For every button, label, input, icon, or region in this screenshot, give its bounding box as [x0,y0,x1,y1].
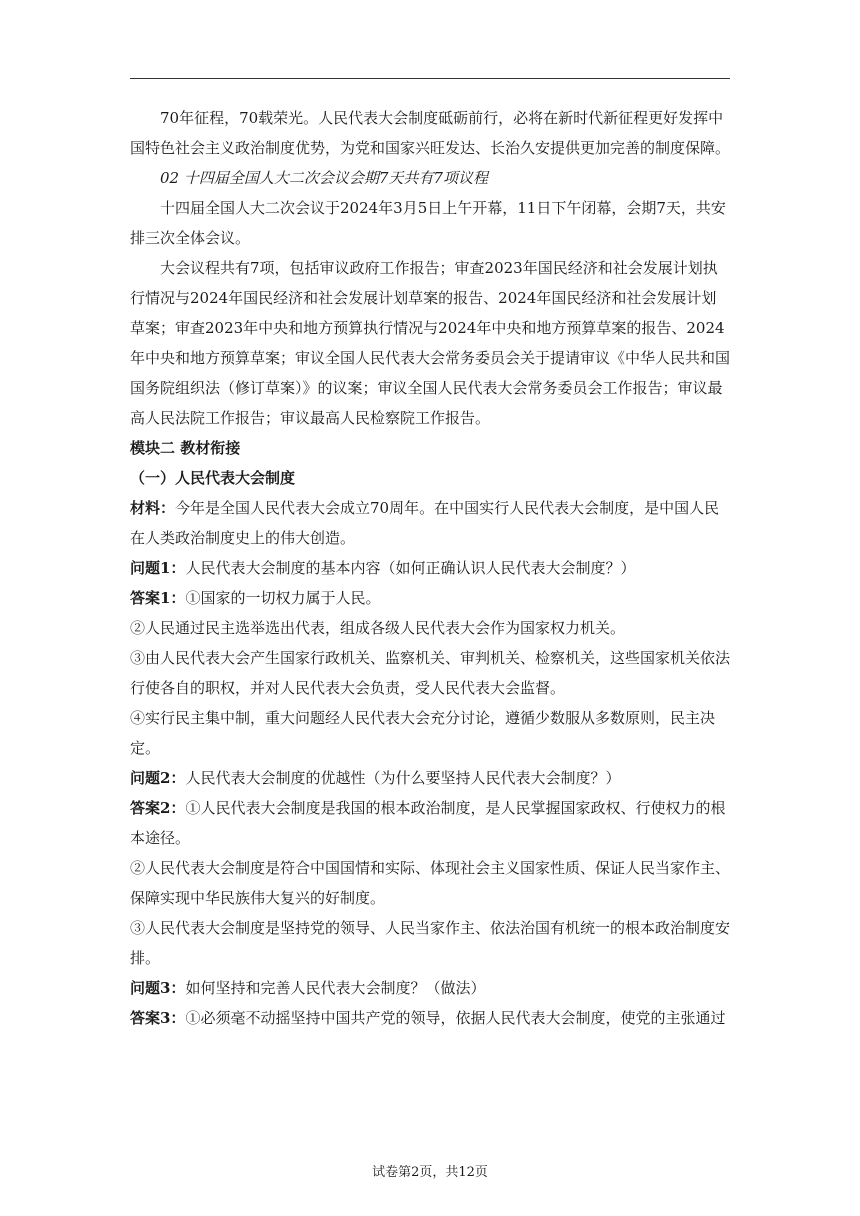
answer-3-label: 答案3： [130,1009,186,1027]
document-body [130,103,730,1033]
module-title: 模块二 教材衔接 [130,439,241,457]
answer-1 [130,583,730,613]
answer-3 [130,1003,730,1033]
answer-1-item: ④实行民主集中制，重大问题经人民代表大会充分讨论，遵循少数服从多数原则，民主决定。 [130,709,716,757]
answer-2-item: ③人民代表大会制度是坚持党的领导、人民当家作主、依法治国有机统一的根本政治制度安排。 [130,919,731,967]
answer-1-item: ③由人民代表大会产生国家行政机关、监察机关、审判机关、检察机关，这些国家机关依法行使各自的职权，并对人民代表大会负责，受人民代表大会监督。 [130,649,731,697]
subheading-02: 02 十四届全国人大二次会议会期7天共有7项议程 [160,169,488,187]
material-text: 今年是全国人民代表大会成立70周年。在中国实行人民代表大会制度，是中国人民在人类政治制度史上的伟大创造。 [130,499,720,547]
answer-2-first: ①人民代表大会制度是我国的根本政治制度，是人民掌握国家政权、行使权力的根本途径。 [130,799,726,847]
paragraph-intro: 70年征程，70载荣光。人民代表大会制度砥砺前行，必将在新时代新征程更好发挥中国特色社会主义政治制度优势，为党和国家兴旺发达、长治久安提供更加完善的制度保障。 [130,109,731,157]
question-2-label: 问题2： [130,769,186,787]
question-2-text: 人民代表大会制度的优越性（为什么要坚持人民代表大会制度？） [185,769,621,787]
question-1 [130,553,730,583]
question-3-text: 如何坚持和完善人民代表大会制度？（做法） [185,979,486,997]
header-rule [130,78,730,79]
section-title: （一）人民代表大会制度 [130,469,296,487]
material-paragraph [130,493,730,553]
question-1-label: 问题1： [130,559,186,577]
answer-1-label: 答案1： [130,589,186,607]
answer-1-item: ②人民通过民主选举选出代表，组成各级人民代表大会作为国家权力机关。 [130,619,626,637]
answer-1-first: ①国家的一切权力属于人民。 [185,589,381,607]
answer-3-first: ①必须毫不动摇坚持中国共产党的领导，依据人民代表大会制度，使党的主张通过 [185,1009,726,1027]
answer-2-label: 答案2： [130,799,186,817]
question-2 [130,763,730,793]
question-1-text: 人民代表大会制度的基本内容（如何正确认识人民代表大会制度？） [185,559,636,577]
question-3-label: 问题3： [130,979,186,997]
answer-2 [130,793,730,853]
material-label: 材料： [130,499,176,517]
paragraph-session: 十四届全国人大二次会议于2024年3月5日上午开幕，11日下午闭幕，会期7天，共安排三次全体会议。 [130,199,726,247]
question-3 [130,973,730,1003]
paragraph-agenda: 大会议程共有7项，包括审议政府工作报告；审查2023年国民经济和社会发展计划执行情况与2024年国民经济和社会发展计划草案的报告、2024年国民经济和社会发展计划草案；审查2023年中央和地方预算执行情况与2024年中央和地方预算草案的报告、2024年中央和地方预算草案；审议全国人民代表大会常务委员会关于提请审议《中华人民共和国国务院组织法（修订草案）》的议案；审议全国人民代表大会常务委员会工作报告；审议最高人民法院工作报告；审议最高人民检察院工作报告。 [130,259,731,427]
page-footer: 试卷第2页，共12页 [372,1165,488,1180]
answer-2-item: ②人民代表大会制度是符合中国国情和实际、体现社会主义国家性质、保证人民当家作主、保障实现中华民族伟大复兴的好制度。 [130,859,731,907]
